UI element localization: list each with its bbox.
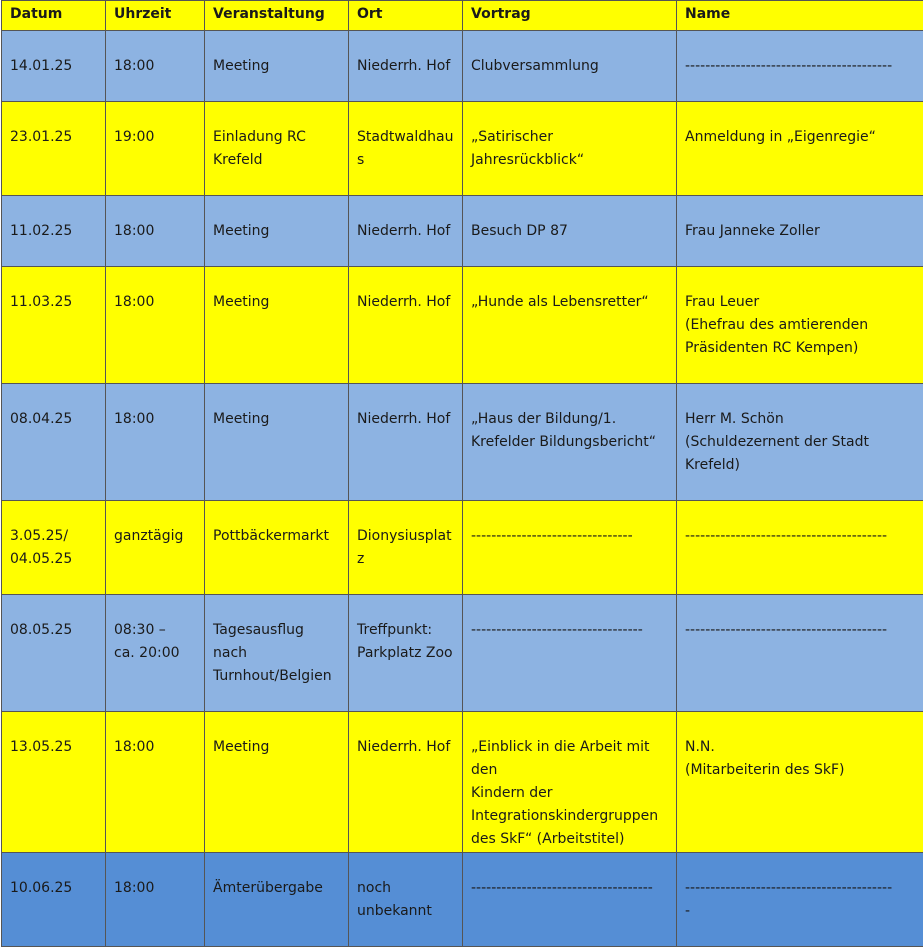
cell-ort: Niederrh. Hof xyxy=(349,712,463,853)
cell-uhrzeit: 18:00 xyxy=(106,384,205,501)
table-row xyxy=(2,853,923,947)
cell-datum: 10.06.25 xyxy=(2,853,106,947)
cell-name: ---------------------------------------- xyxy=(677,501,923,595)
cell-datum: 14.01.25 xyxy=(2,31,106,102)
cell-ort: Treffpunkt: Parkplatz Zoo xyxy=(349,595,463,712)
table-row xyxy=(2,102,923,196)
cell-datum: 3.05.25/ 04.05.25 xyxy=(2,501,106,595)
cell-vortrag: „Satirischer Jahresrückblick“ xyxy=(463,102,677,196)
cell-ort: Niederrh. Hof xyxy=(349,196,463,267)
table-row xyxy=(2,501,923,595)
cell-datum: 13.05.25 xyxy=(2,712,106,853)
cell-uhrzeit: 08:30 – ca. 20:00 xyxy=(106,595,205,712)
cell-name: ----------------------------------------- - xyxy=(677,853,923,947)
cell-name: Herr M. Schön (Schuldezernent der Stadt Krefeld) xyxy=(677,384,923,501)
cell-ort: Niederrh. Hof xyxy=(349,267,463,384)
cell-veranstaltung: Pottbäckermarkt xyxy=(205,501,349,595)
cell-veranstaltung: Meeting xyxy=(205,31,349,102)
cell-veranstaltung: Tagesausflug nach Turnhout/Belgien xyxy=(205,595,349,712)
cell-uhrzeit: 18:00 xyxy=(106,31,205,102)
header-veranstaltung: Veranstaltung xyxy=(205,1,349,31)
cell-vortrag: -------------------------------- xyxy=(463,501,677,595)
cell-vortrag: Clubversammlung xyxy=(463,31,677,102)
header-ort: Ort xyxy=(349,1,463,31)
cell-uhrzeit: 18:00 xyxy=(106,196,205,267)
cell-ort: Niederrh. Hof xyxy=(349,31,463,102)
cell-uhrzeit: 19:00 xyxy=(106,102,205,196)
cell-name: Anmeldung in „Eigenregie“ xyxy=(677,102,923,196)
cell-ort: Niederrh. Hof xyxy=(349,384,463,501)
cell-veranstaltung: Meeting xyxy=(205,196,349,267)
cell-vortrag: „Einblick in die Arbeit mit den Kindern der Integrationskindergruppen des SkF“ (Arbeitstitel) xyxy=(463,712,677,853)
cell-datum: 11.02.25 xyxy=(2,196,106,267)
cell-datum: 11.03.25 xyxy=(2,267,106,384)
header-uhrzeit: Uhrzeit xyxy=(106,1,205,31)
cell-veranstaltung: Ämterübergabe xyxy=(205,853,349,947)
header-datum: Datum xyxy=(2,1,106,31)
cell-datum: 23.01.25 xyxy=(2,102,106,196)
table-row xyxy=(2,712,923,853)
cell-uhrzeit: 18:00 xyxy=(106,267,205,384)
cell-datum: 08.05.25 xyxy=(2,595,106,712)
cell-name: ---------------------------------------- xyxy=(677,595,923,712)
cell-ort: noch unbekannt xyxy=(349,853,463,947)
cell-vortrag: ---------------------------------- xyxy=(463,595,677,712)
table-row xyxy=(2,196,923,267)
table-body xyxy=(2,31,923,947)
cell-uhrzeit: 18:00 xyxy=(106,712,205,853)
cell-veranstaltung: Meeting xyxy=(205,267,349,384)
cell-vortrag: ------------------------------------ xyxy=(463,853,677,947)
table-row xyxy=(2,595,923,712)
cell-uhrzeit: ganztägig xyxy=(106,501,205,595)
header-vortrag: Vortrag xyxy=(463,1,677,31)
cell-name: N.N. (Mitarbeiterin des SkF) xyxy=(677,712,923,853)
cell-name: Frau Janneke Zoller xyxy=(677,196,923,267)
table-row xyxy=(2,267,923,384)
table-row xyxy=(2,384,923,501)
cell-veranstaltung: Einladung RC Krefeld xyxy=(205,102,349,196)
event-schedule-table xyxy=(1,0,923,947)
cell-name: ----------------------------------------- xyxy=(677,31,923,102)
cell-vortrag: „Haus der Bildung/1. Krefelder Bildungsbericht“ xyxy=(463,384,677,501)
header-name: Name xyxy=(677,1,923,31)
table-row xyxy=(2,31,923,102)
cell-datum: 08.04.25 xyxy=(2,384,106,501)
cell-uhrzeit: 18:00 xyxy=(106,853,205,947)
cell-ort: Stadtwaldhaus xyxy=(349,102,463,196)
cell-vortrag: „Hunde als Lebensretter“ xyxy=(463,267,677,384)
cell-veranstaltung: Meeting xyxy=(205,712,349,853)
cell-veranstaltung: Meeting xyxy=(205,384,349,501)
cell-name: Frau Leuer (Ehefrau des amtierenden Präsidenten RC Kempen) xyxy=(677,267,923,384)
table-header-row xyxy=(2,1,923,31)
cell-ort: Dionysiusplatz xyxy=(349,501,463,595)
cell-vortrag: Besuch DP 87 xyxy=(463,196,677,267)
